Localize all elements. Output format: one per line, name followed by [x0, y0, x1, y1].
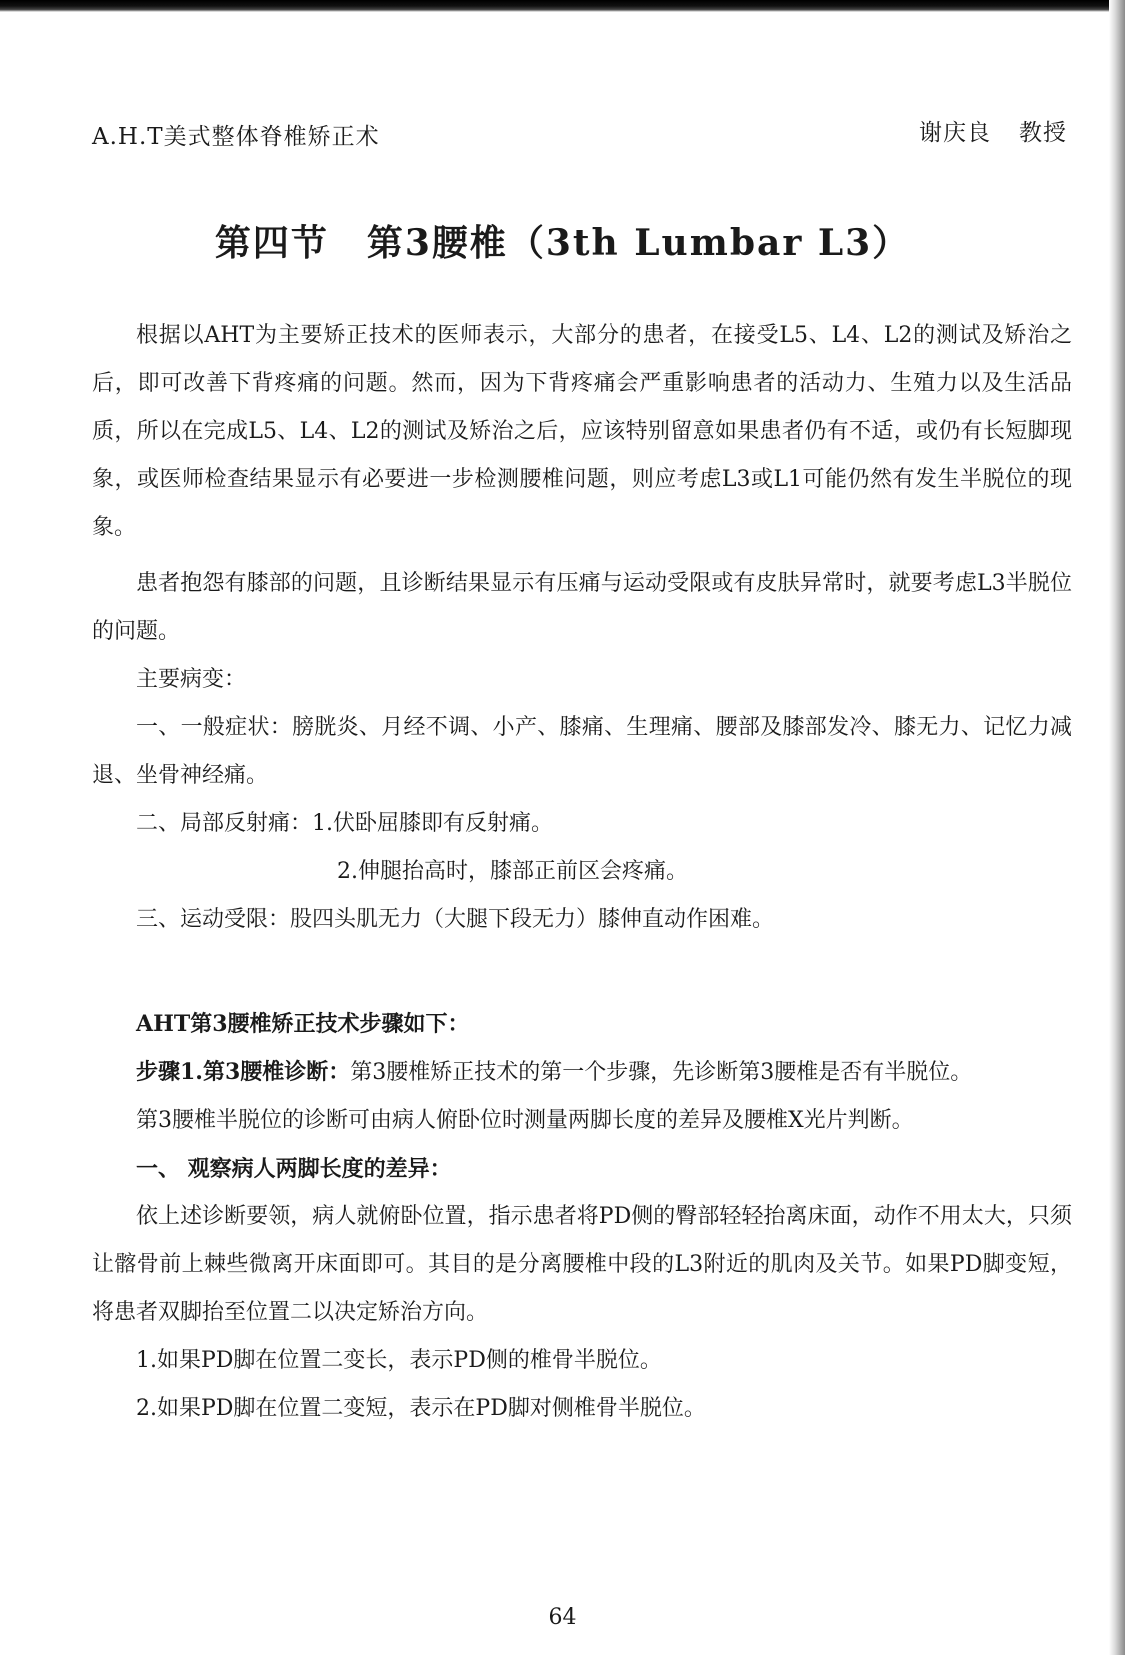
observe-paragraph: 依上述诊断要领，病人就俯卧位置，指示患者将PD侧的臀部轻轻抬离床面，动作不用太大，只须让髂骨前上棘些微离开床面即可。其目的是分离腰椎中段的L3附近的肌肉及关节。如果PD脚变短，将患者双脚抬至位置二以决定矫治方向。 [92, 1204, 1072, 1325]
observe-heading: 一、 观察病人两脚长度的差异： [136, 1156, 452, 1182]
book-title: A.H.T美式整体脊椎矫正术 [92, 124, 380, 150]
symptom-reflex-pain: 二、局部反射痛：1.伏卧屈膝即有反射痛。 [136, 811, 553, 836]
section-spacer [92, 944, 1072, 1000]
step-1-text: 第3腰椎矫正技术的第一个步骤，先诊断第3腰椎是否有半脱位。 [350, 1060, 973, 1085]
symptom-reflex-pain-2: 2.伸腿抬高时，膝部正前区会疼痛。 [337, 859, 688, 884]
symptom-motion-limit: 三、运动受限：股四头肌无力（大腿下段无力）膝伸直动作困难。 [136, 907, 775, 932]
author-line [919, 114, 1067, 147]
result-1: 1.如果PD脚在位置二变长，表示PD侧的椎骨半脱位。 [136, 1348, 662, 1373]
knee-paragraph: 患者抱怨有膝部的问题，且诊断结果显示有压痛与运动受限或有皮肤异常时，就要考虑L3半脱位的问题。 [92, 571, 1072, 644]
page-number: 64 [548, 1605, 577, 1630]
section-title: 第四节 第3腰椎（3th Lumbar L3） [214, 222, 911, 264]
step-1-label: 步骤1.第3腰椎诊断： [136, 1059, 351, 1085]
diagnosis-paragraph: 第3腰椎半脱位的诊断可由病人俯卧位时测量两脚长度的差异及腰椎X光片判断。 [136, 1108, 914, 1133]
author-title: 教授 [1019, 120, 1067, 146]
step-1-paragraph [92, 1048, 1072, 1097]
steps-heading: AHT第3腰椎矫正技术步骤如下： [136, 1011, 470, 1037]
body-text [92, 312, 1072, 1433]
result-2: 2.如果PD脚在位置二变短，表示在PD脚对侧椎骨半脱位。 [136, 1396, 706, 1421]
author-name: 谢庆良 [919, 120, 991, 146]
main-lesions-label: 主要病变： [136, 667, 247, 692]
intro-paragraph: 根据以AHT为主要矫正技术的医师表示，大部分的患者，在接受L5、L4、L2的测试及矫治之后，即可改善下背疼痛的问题。然而，因为下背疼痛会严重影响患者的活动力、生殖力以及生活品质，所以在完成L5、L4、L2的测试及矫治之后，应该特别留意如果患者仍有不适，或仍有长短脚现象，或医师检查结果显示有必要进一步检测腰椎问题，则应考虑L3或L1可能仍然有发生半脱位的现象。 [92, 323, 1072, 540]
running-header [92, 118, 1067, 158]
symptom-general: 一、一般症状：膀胱炎、月经不调、小产、膝痛、生理痛、腰部及膝部发冷、膝无力、记忆力减退、坐骨神经痛。 [92, 715, 1072, 788]
scan-edge-top [0, 0, 1125, 12]
